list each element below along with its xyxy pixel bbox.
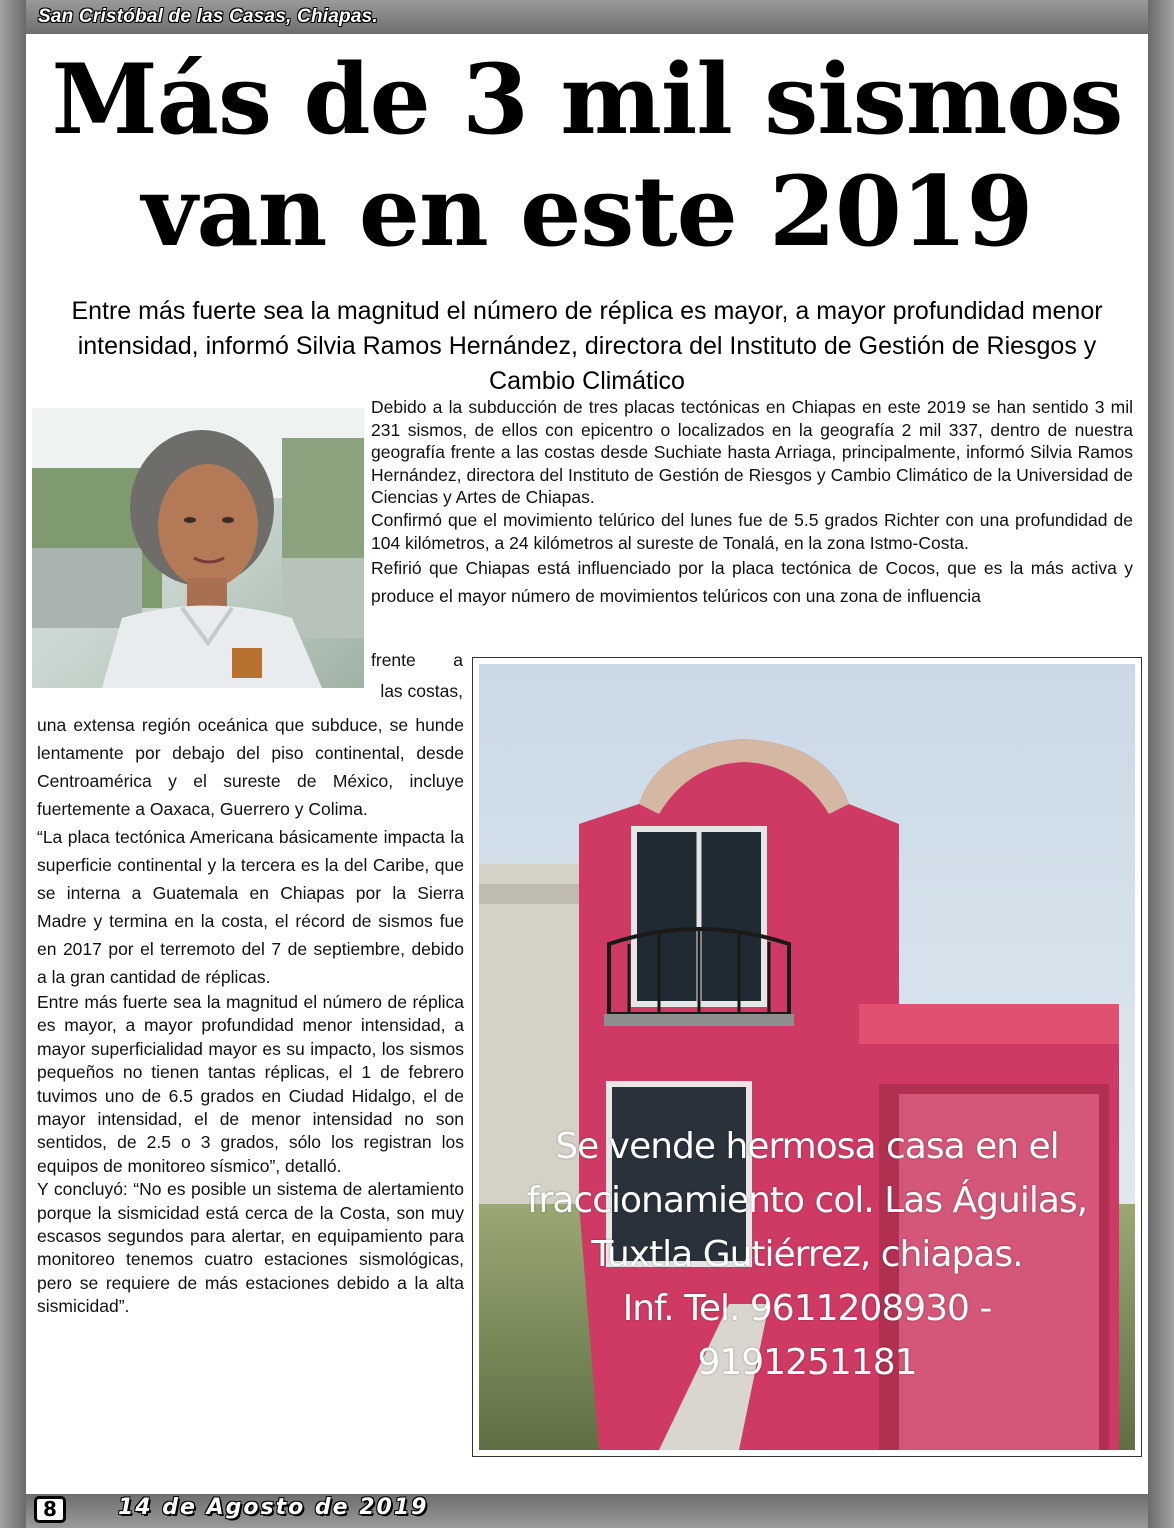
house-sale-ad [472, 657, 1142, 1457]
article-paragraph: Entre más fuerte sea la magnitud el número de réplica es mayor, a mayor profundidad menor intensidad, a mayor superficialidad mayor es su impacto, los sismos pequeños no tienen tantas réplicas, el 1 de febrero tuvimos uno de 6.5 grados en Ciudad Hidalgo, el de mayor intensidad, el de menor intensidad no son sentidos, de 2.5 o 3 grados, sólo los registran los equipos de monitoreo sísmico”, detalló. [37, 992, 464, 1176]
headline-line-1: Más de 3 mil sismos [51, 43, 1123, 156]
ad-line: fraccionamiento col. Las Águilas, [526, 1180, 1088, 1221]
headline [30, 44, 1144, 268]
house-photo [479, 664, 1135, 1450]
location-label: San Cristóbal de las Casas, Chiapas. [38, 6, 378, 27]
ad-line: Se vende hermosa casa en el [555, 1126, 1059, 1167]
ad-line: Inf. Tel. 9611208930 - [622, 1288, 992, 1329]
ad-line: Tuxtla Gutiérrez, chiapas. [591, 1234, 1023, 1275]
article-paragraph: Confirmó que el movimiento telúrico del lunes fue de 5.5 grados Richter con una profundidad de 104 kilómetros, a 24 kilómetros al sureste de Tonalá, en la zona Istmo-Costa. [371, 509, 1133, 553]
ad-line: 9191251181 [697, 1342, 917, 1383]
article-column-left [37, 711, 464, 1319]
article-wrap-line [371, 647, 463, 673]
portrait-photo [32, 408, 364, 688]
subheadline: Entre más fuerte sea la magnitud el número de réplica es mayor, a mayor profundidad menor intensidad, informó Silvia Ramos Hernández, directora del Instituto de Gestión de Riesgos y Cambio Climático [71, 297, 1103, 395]
headline-line-2: van en este 2019 [141, 155, 1033, 268]
issue-date: 14 de Agosto de 2019 [118, 1495, 429, 1520]
article-paragraph: Debido a la subducción de tres placas tectónicas en Chiapas en este 2019 se han sentido 3 mil 231 sismos, de ellos con epicentro o localizados en la geografía 2 mil 337, dentro de nuestra geografía frente a las costas desde Suchiate hasta Arriaga, principalmente, informó Silvia Ramos Hernández, directora del Instituto de Gestión de Riesgos y Cambio Climático de la Universidad de Ciencias y Artes de Chiapas. [371, 397, 1133, 508]
article-paragraph: Refirió que Chiapas está influenciado por la placa tectónica de Cocos, que es la más activa y produce el mayor número de movimientos telúricos con una zona de influencia [371, 558, 1133, 607]
ad-text [479, 1120, 1135, 1390]
page-number: 8 [34, 1496, 66, 1523]
article-word: frente [371, 650, 416, 670]
article-word: a [453, 650, 463, 670]
article-paragraph: una extensa región oceánica que subduce, se hunde lentamente por debajo del piso continental, desde Centroamérica y el sureste de México, incluye fuertemente a Oaxaca, Guerrero y Colima. [37, 715, 464, 819]
article-paragraph: “La placa tectónica Americana básicamente impacta la superficie continental y la tercera es la del Caribe, que se interna a Guatemala en Chiapas por la Sierra Madre y termina en la costa, el récord de sismos fue en 2017 por el terremoto del 7 de septiembre, debido a la gran cantidad de réplicas. [37, 827, 464, 987]
article-column-right [371, 396, 1133, 610]
article-paragraph: Y concluyó: “No es posible un sistema de alertamiento porque la sismicidad está cerca de la Costa, son muy escasos segundos para alertar, en equipamiento para monitoreo tenemos cuatro estaciones sismológicas, pero se requiere de más estaciones debido a la alta sismicidad”. [37, 1179, 464, 1317]
article-word: las costas, [380, 681, 463, 701]
